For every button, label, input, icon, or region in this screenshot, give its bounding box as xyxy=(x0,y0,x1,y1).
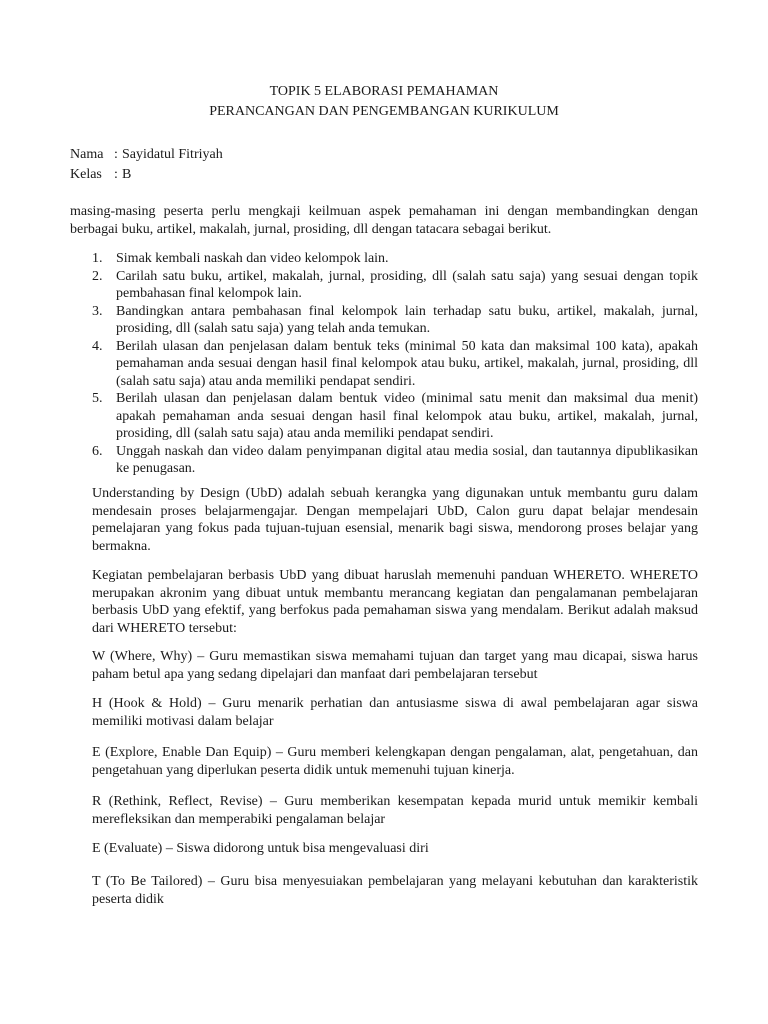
list-number: 6. xyxy=(92,443,103,459)
list-item-text: Berilah ulasan dan penjelasan dalam bentuk teks (minimal 50 kata dan maksimal 100 kata), apakah pemahaman anda sesuai dengan hasil final kelompok atau buku, artikel, makalah, jurnal, prosiding, dll (salah satu saja) atau anda memiliki pendapat sendiri. xyxy=(116,338,698,389)
list-number: 3. xyxy=(92,303,103,319)
class-value: B xyxy=(122,167,132,182)
list-item-text: Unggah naskah dan video dalam penyimpanan digital atau media sosial, dan tautannya dipublikasikan ke penugasan. xyxy=(116,443,698,476)
name-value: Sayidatul Fitriyah xyxy=(122,147,223,162)
list-item xyxy=(70,303,698,338)
whereto-w-paragraph: W (Where, Why) – Guru memastikan siswa memahami tujuan dan target yang mau dicapai, siswa harus paham betul apa yang sedang dipelajari dan manfaat dari pembelajaran tersebut xyxy=(92,649,698,682)
student-identity xyxy=(70,145,223,185)
list-item-text: Berilah ulasan dan penjelasan dalam bentuk video (minimal satu menit dan maksimal dua menit) apakah pemahaman anda sesuai dengan hasil final kelompok atau buku, artikel, makalah, jurnal, prosiding, dll (salah satu saja) atau anda memiliki pendapat sendiri. xyxy=(116,391,698,441)
list-number: 5. xyxy=(92,391,103,406)
list-item-text: Bandingkan antara pembahasan final kelompok lain terhadap satu buku, artikel, makalah, jurnal, prosiding, dll (salah satu saja) yang telah anda temukan. xyxy=(116,303,698,336)
whereto-r-paragraph: R (Rethink, Reflect, Revise) – Guru memberikan kesempatan kepada murid untuk memikir kembali merefleksikan dan memperabiki pengalaman belajar xyxy=(92,794,698,827)
list-item xyxy=(70,338,698,391)
name-row xyxy=(70,145,223,165)
class-label: Kelas xyxy=(70,167,102,182)
list-item-text: Simak kembali naskah dan video kelompok lain. xyxy=(116,251,389,266)
list-number: 1. xyxy=(92,251,103,266)
whereto-e-evaluate-paragraph: E (Evaluate) – Siswa didorong untuk bisa mengevaluasi diri xyxy=(92,841,429,856)
ubd-paragraph: Understanding by Design (UbD) adalah sebuah kerangka yang digunakan untuk membantu guru dalam mendesain proses belajarmengajar. Dengan mempelajari UbD, Calon guru dapat belajar mendesain pemelajaran yang fokus pada tujuan-tujuan esensial, menarik bagi siswa, mendorong proses belajar yang bermakna. xyxy=(92,486,698,554)
intro-paragraph: masing-masing peserta perlu mengkaji keilmuan aspek pemahaman ini dengan membandingkan dengan berbagai buku, artikel, makalah, jurnal, prosiding, dll dengan tatacara sebagai berikut. xyxy=(70,204,698,237)
instruction-list xyxy=(70,250,698,478)
list-item xyxy=(70,390,698,443)
list-number: 2. xyxy=(92,268,103,284)
whereto-t-paragraph: T (To Be Tailored) – Guru bisa menyesuiakan pembelajaran yang melayani kebutuhan dan karakteristik peserta didik xyxy=(92,874,698,907)
whereto-intro-paragraph: Kegiatan pembelajaran berbasis UbD yang dibuat haruslah memenuhi panduan WHERETO. WHERETO merupakan akronim yang dibuat untuk membantu merancang kegiatan dan pengalamanan pembelajaran berbasis UbD yang efektif, yang berfokus pada pemahaman siswa yang mendalam. Berikut adalah maksud dari WHERETO tersebut: xyxy=(92,568,698,636)
list-item-text: Carilah satu buku, artikel, makalah, jurnal, prosiding, dll (salah satu saja) yang sesuai dengan topik pembahasan final kelompok lain. xyxy=(116,268,698,301)
name-label: Nama xyxy=(70,147,104,162)
name-separator: : xyxy=(114,147,118,162)
whereto-h-paragraph: H (Hook & Hold) – Guru menarik perhatian dan antusiasme siswa di awal pembelajaran agar siswa memiliki motivasi dalam belajar xyxy=(92,696,698,729)
class-separator: : xyxy=(114,167,118,182)
list-item xyxy=(70,443,698,478)
title-line-2: PERANCANGAN DAN PENGEMBANGAN KURIKULUM xyxy=(209,104,559,119)
title-line-1: TOPIK 5 ELABORASI PEMAHAMAN xyxy=(269,84,499,99)
list-item xyxy=(70,268,698,303)
whereto-e-explore-paragraph: E (Explore, Enable Dan Equip) – Guru memberi kelengkapan dengan pengalaman, alat, pengetahuan, dan pengetahuan yang diperlukan peserta didik untuk memenuhi tujuan kinerja. xyxy=(92,745,698,778)
class-row xyxy=(70,165,223,185)
list-number: 4. xyxy=(92,338,103,354)
list-item xyxy=(70,250,698,268)
document-title xyxy=(0,82,768,122)
